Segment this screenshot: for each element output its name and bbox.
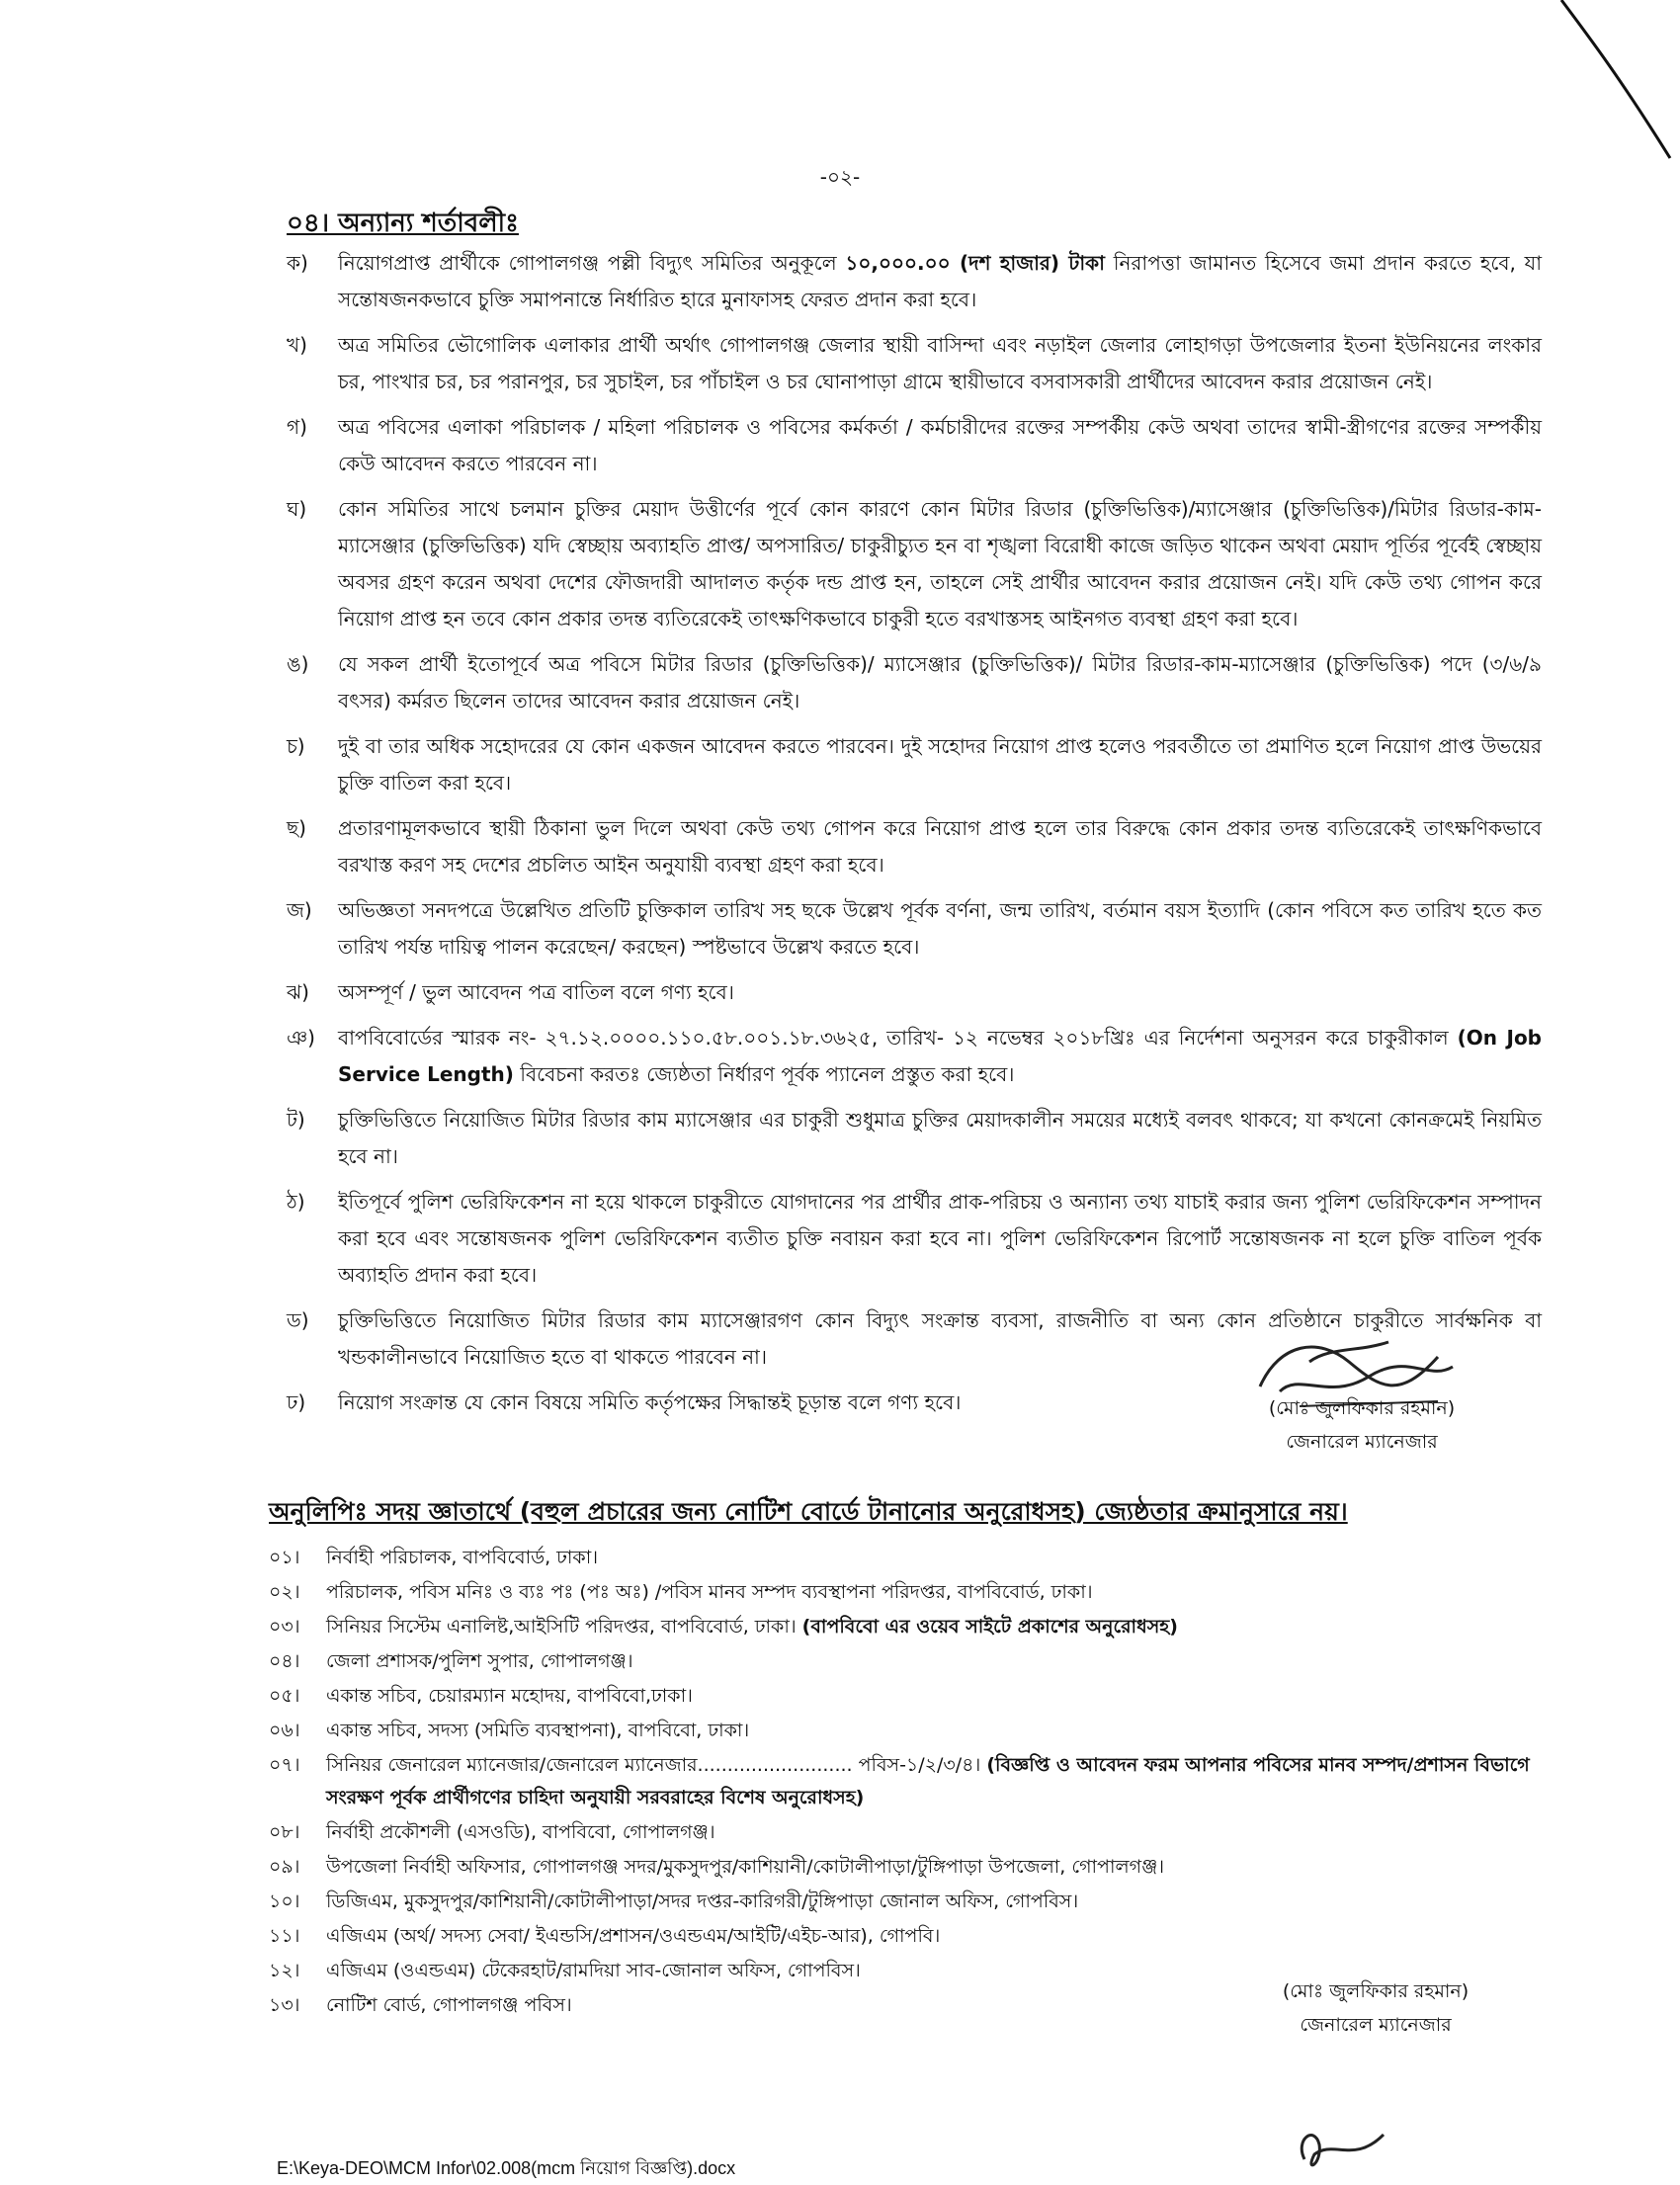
condition-marker: জ) [287,898,312,922]
file-path-footer: E:\Keya-DEO\MCM Infor\02.008(mcm নিয়োগ বিজ্ঞপ্তি).docx [277,2158,736,2178]
copy-number: ০৫। [269,1685,300,1707]
copy-number: ০৪। [269,1650,300,1672]
signatory-block-2 [1247,1975,1504,2042]
copy-number: ১১। [269,1925,300,1947]
copy-list-item [269,1749,1544,1814]
condition-text: প্রতারণামূলকভাবে স্থায়ী ঠিকানা ভুল দিলে অথবা কেউ তথ্য গোপন করে নিয়োগ প্রাপ্ত হলে তার বিরুদ্ধে কোন প্রকার তদন্ত ব্যতিরেকেই তাৎক্ষণিকভাবে বরখাস্ত করণ সহ দেশের প্রচলিত আইন অনুযায়ী ব্যবস্থা গ্রহণ করা হবে। [338,816,1542,877]
copy-list-item [269,1542,1544,1574]
condition-marker: ট) [287,1108,305,1132]
copy-recipient: সিনিয়র সিস্টেম এনালিষ্ট,আইসিটি পরিদপ্তর, বাপবিবোর্ড, ঢাকা। [326,1616,802,1638]
condition-text: কোন সমিতির সাথে চলমান চুক্তির মেয়াদ উত্তীর্ণের পূর্বে কোন কারণে কোন মিটার রিডার (চুক্তিভিত্তিক)/ম্যাসেঞ্জার (চুক্তিভিত্তিক)/মিটার রিডার-কাম-ম্যাসেঞ্জার (চুক্তিভিত্তিক) যদি স্বেচ্ছায় অব্যাহতি প্রাপ্ত/ অপসারিত/ চাকুরীচ্যুত হন বা শৃঙ্খলা বিরোধী কাজে জড়িত থাকেন অথবা মেয়াদ পূর্তির পূর্বেই স্বেচ্ছায় অবসর গ্রহণ করেন অথবা দেশের ফৌজদারী আদালত কর্তৃক দন্ড প্রাপ্ত হন, তাহলে সেই প্রার্থীর আবেদন করার প্রয়োজন নেই। যদি কেউ তথ্য গোপন করে নিয়োগ প্রাপ্ত হন তবে কোন প্রকার তদন্ত ব্যতিরেকেই তাৎক্ষণিকভাবে চাকুরী হতে বরখাস্তসহ আইনগত ব্যবস্থা গ্রহণ করা হবে। [338,497,1542,630]
condition-text: ইতিপূর্বে পুলিশ ভেরিফিকেশন না হয়ে থাকলে চাকুরীতে যোগদানের পর প্রার্থীর প্রাক-পরিচয় ও অন্যান্য তথ্য যাচাই করার জন্য পুলিশ ভেরিফিকেশন সম্পাদন করা হবে এবং সন্তোষজনক পুলিশ ভেরিফিকেশন ব্যতীত চুক্তি নবায়ন করা হবে না। পুলিশ ভেরিফিকেশন রিপোর্ট সন্তোষজনক না হলে চুক্তি বাতিল পূর্বক অব্যাহতি প্রদান করা হবে। [338,1190,1542,1287]
condition-text: অসম্পূর্ণ / ভুল আবেদন পত্র বাতিল বলে গণ্য হবে। [338,980,734,1004]
condition-marker: ঞ) [287,1026,315,1050]
condition-item [287,1102,1542,1175]
condition-marker: ঙ) [287,652,309,676]
condition-text: অভিজ্ঞতা সনদপত্রে উল্লেখিত প্রতিটি চুক্তিকাল তারিখ সহ ছকে উল্লেখ পূর্বক বর্ণনা, জন্ম তারিখ, বর্তমান বয়স ইত্যাদি (কোন পবিসে কত তারিখ হতে কত তারিখ পর্যন্ত দায়িত্ব পালন করেছেন/ করছেন) স্পষ্টভাবে উল্লেখ করতে হবে। [338,898,1542,959]
condition-item [287,892,1542,966]
initials-signature-image [1285,2120,1393,2179]
condition-item [287,1184,1542,1294]
condition-item [287,409,1542,482]
signatory-block-1 [1233,1391,1490,1459]
page-number: -০২- [819,165,861,189]
copy-list [269,1542,1544,2024]
copy-number: ০১। [269,1547,300,1568]
copy-heading: অনুলিপিঃ সদয় জ্ঞাতার্থে (বহুল প্রচারের জন্য নোটিশ বোর্ডে টানানোর অনুরোধসহ) জ্যেষ্ঠতার ক্রমানুসারে নয়। [269,1497,1348,1526]
condition-marker: ক) [287,251,308,275]
copy-list-item [269,1920,1544,1953]
condition-text: ১০,০০০.০০ (দশ হাজার) টাকা [845,251,1105,275]
condition-marker: ড) [287,1308,309,1332]
copy-number: ০২। [269,1581,300,1603]
copy-recipient: নির্বাহী পরিচালক, বাপবিবোর্ড, ঢাকা। [326,1547,599,1568]
condition-text: নিয়োগ সংক্রান্ত যে কোন বিষয়ে সমিতি কর্তৃপক্ষের সিদ্ধান্তই চূড়ান্ত বলে গণ্য হবে। [338,1390,962,1414]
copy-recipient: নোটিশ বোর্ড, গোপালগঞ্জ পবিস। [326,1994,572,2016]
copy-recipient: উপজেলা নির্বাহী অফিসার, গোপালগঞ্জ সদর/মুকসুদপুর/কাশিয়ানী/কোটালীপাড়া/টুঙ্গিপাড়া উপজেলা, গোপালগঞ্জ। [326,1856,1165,1878]
copy-number: ০৩। [269,1616,300,1638]
condition-text: অত্র সমিতির ভৌগোলিক এলাকার প্রার্থী অর্থাৎ গোপালগঞ্জ জেলার স্থায়ী বাসিন্দা এবং নড়াইল জেলার লোহাগড়া উপজেলার ইতনা ইউনিয়নের লংকার চর, পাংখার চর, চর পরানপুর, চর সুচাইল, চর পাঁচাইল ও চর ঘোনাপাড়া গ্রামে স্থায়ীভাবে বসবাসকারী প্রার্থীদের আবেদন করার প্রয়োজন নেই। [338,333,1542,393]
section-heading: ০৪। অন্যান্য শর্তাবলীঃ [287,209,519,238]
copy-recipient: ডিজিএম, মুকসুদপুর/কাশিয়ানী/কোটালীপাড়া/সদর দপ্তর-কারিগরী/টুঙ্গিপাড়া জোনাল অফিস, গোপবিস। [326,1891,1079,1912]
condition-marker: ছ) [287,816,306,840]
copy-list-item [269,1886,1544,1918]
copy-recipient: জেলা প্রশাসক/পুলিশ সুপার, গোপালগঞ্জ। [326,1650,633,1672]
condition-text: অত্র পবিসের এলাকা পরিচালক / মহিলা পরিচালক ও পবিসের কর্মকর্তা / কর্মচারীদের রক্তের সম্পর্কীয় কেউ অথবা তাদের স্বামী-স্ত্রীগণের রক্তের সম্পর্কীয় কেউ আবেদন করতে পারবেন না। [338,415,1542,475]
copy-number: ১৩। [269,1994,300,2016]
signatory-designation: জেনারেল ম্যানেজার [1286,1431,1438,1453]
condition-marker: ঝ) [287,980,309,1004]
condition-item [287,646,1542,719]
signatory-name: (মোঃ জুলফিকার রহমান) [1282,1980,1470,2002]
copy-recipient: এজিএম (ওএন্ডএম) টেকেরহাট/রামদিয়া সাব-জোনাল অফিস, গোপবিস। [326,1960,861,1981]
copy-list-item [269,1611,1544,1643]
condition-marker: গ) [287,415,307,439]
copy-list-item [269,1576,1544,1609]
condition-text: দুই বা তার অধিক সহোদরের যে কোন একজন আবেদন করতে পারবেন। দুই সহোদর নিয়োগ প্রাপ্ত হলেও পরবর্তীতে তা প্রমাণিত হলে নিয়োগ প্রাপ্ত উভয়ের চুক্তি বাতিল করা হবে। [338,734,1542,795]
condition-text: নিয়োগপ্রাপ্ত প্রার্থীকে গোপালগঞ্জ পল্লী বিদ্যুৎ সমিতির অনুকূলে [338,251,846,275]
copy-number: ০৮। [269,1821,300,1843]
condition-item [287,728,1542,801]
signatory-designation: জেনারেল ম্যানেজার [1300,2014,1452,2036]
condition-marker: ঠ) [287,1190,305,1214]
condition-text: চুক্তিভিত্তিতে নিয়োজিত মিটার রিডার কাম ম্যাসেঞ্জারগণ কোন বিদ্যুৎ সংক্রান্ত ব্যবসা, রাজনীতি বা অন্য কোন প্রতিষ্ঠানে চাকুরীতে সার্বক্ষনিক বা খন্ডকালীনভাবে নিয়োজিত হতে বা থাকতে পারবেন না। [338,1308,1542,1369]
condition-text: যে সকল প্রার্থী ইতোপূর্বে অত্র পবিসে মিটার রিডার (চুক্তিভিত্তিক)/ ম্যাসেঞ্জার (চুক্তিভিত্তিক)/ মিটার রিডার-কাম-ম্যাসেঞ্জার (চুক্তিভিত্তিক) পদে (৩/৬/৯ বৎসর) কর্মরত ছিলেন তাদের আবেদন করার প্রয়োজন নেই। [338,652,1542,713]
condition-text: (On Job Service Length) [338,1026,1542,1086]
condition-item [287,1020,1542,1093]
copy-number: ১২। [269,1960,300,1981]
condition-text: বিবেচনা করতঃ জ্যেষ্ঠতা নির্ধারণ পূর্বক প্যানেল প্রস্তুত করা হবে। [513,1062,1015,1086]
copy-number: ০৭। [269,1754,300,1776]
copy-note: (বাপবিবো এর ওয়েব সাইটে প্রকাশের অনুরোধসহ) [801,1616,1178,1638]
copy-number: ০৬। [269,1720,300,1741]
condition-item [287,491,1542,637]
condition-marker: ঘ) [287,497,307,521]
scan-edge-mark [1512,0,1680,168]
copy-list-item [269,1816,1544,1849]
copy-recipient: একান্ত সচিব, সদস্য (সমিতি ব্যবস্থাপনা), বাপবিবো, ঢাকা। [326,1720,750,1741]
condition-text: বাপবিবোর্ডের স্মারক নং- ২৭.১২.০০০০.১১০.৫৮.০০১.১৮.৩৬২৫, তারিখ- ১২ নভেম্বর ২০১৮খ্রিঃ এর নির্দেশনা অনুসরন করে চাকুরীকাল [338,1026,1458,1050]
condition-marker: চ) [287,734,305,758]
condition-marker: ঢ) [287,1390,306,1414]
condition-item [287,974,1542,1011]
copy-recipient: পরিচালক, পবিস মনিঃ ও ব্যঃ পঃ (পঃ অঃ) /পবিস মানব সম্পদ ব্যবস্থাপনা পরিদপ্তর, বাপবিবোর্ড, ঢাকা। [326,1581,1093,1603]
copy-list-item [269,1851,1544,1884]
condition-item [287,810,1542,883]
copy-list-item [269,1645,1544,1678]
copy-number: ১০। [269,1891,300,1912]
copy-list-item [269,1715,1544,1747]
condition-item [287,327,1542,400]
copy-number: ০৯। [269,1856,300,1878]
signatory-name: (মোঃ জুলফিকার রহমান) [1268,1397,1456,1419]
copy-recipient: এজিএম (অর্থ/ সদস্য সেবা/ ইএন্ডসি/প্রশাসন/ওএন্ডএম/আইটি/এইচ-আর), গোপবি। [326,1925,941,1947]
copy-recipient: নির্বাহী প্রকৌশলী (এসওডি), বাপবিবো, গোপালগঞ্জ। [326,1821,715,1843]
condition-text: চুক্তিভিত্তিতে নিয়োজিত মিটার রিডার কাম ম্যাসেঞ্জার এর চাকুরী শুধুমাত্র চুক্তির মেয়াদকালীন সময়ের মধ্যেই বলবৎ থাকবে; যা কখনো কোনক্রমেই নিয়মিত হবে না। [338,1108,1542,1168]
conditions-list [287,245,1542,1430]
copy-recipient: সিনিয়র জেনারেল ম্যানেজার/জেনারেল ম্যানেজার.......................... পবিস-১/২/৩/৪। [326,1754,987,1776]
condition-item [287,245,1542,318]
copy-recipient: একান্ত সচিব, চেয়ারম্যান মহোদয়, বাপবিবো,ঢাকা। [326,1685,693,1707]
copy-note: (বিজ্ঞপ্তি ও আবেদন ফরম আপনার পবিসের মানব সম্পদ/প্রশাসন বিভাগে সংরক্ষণ পূর্বক প্রার্থীগণের চাহিদা অনুযায়ী সরবরাহের বিশেষ অনুরোধসহ) [326,1754,1530,1808]
copy-list-item [269,1680,1544,1713]
condition-text: নিরাপত্তা জামানত হিসেবে জমা প্রদান করতে হবে, যা সন্তোষজনকভাবে চুক্তি সমাপনান্তে নির্ধারিত হারে মুনাফাসহ ফেরত প্রদান করা হবে। [338,251,1543,311]
condition-marker: খ) [287,333,307,357]
